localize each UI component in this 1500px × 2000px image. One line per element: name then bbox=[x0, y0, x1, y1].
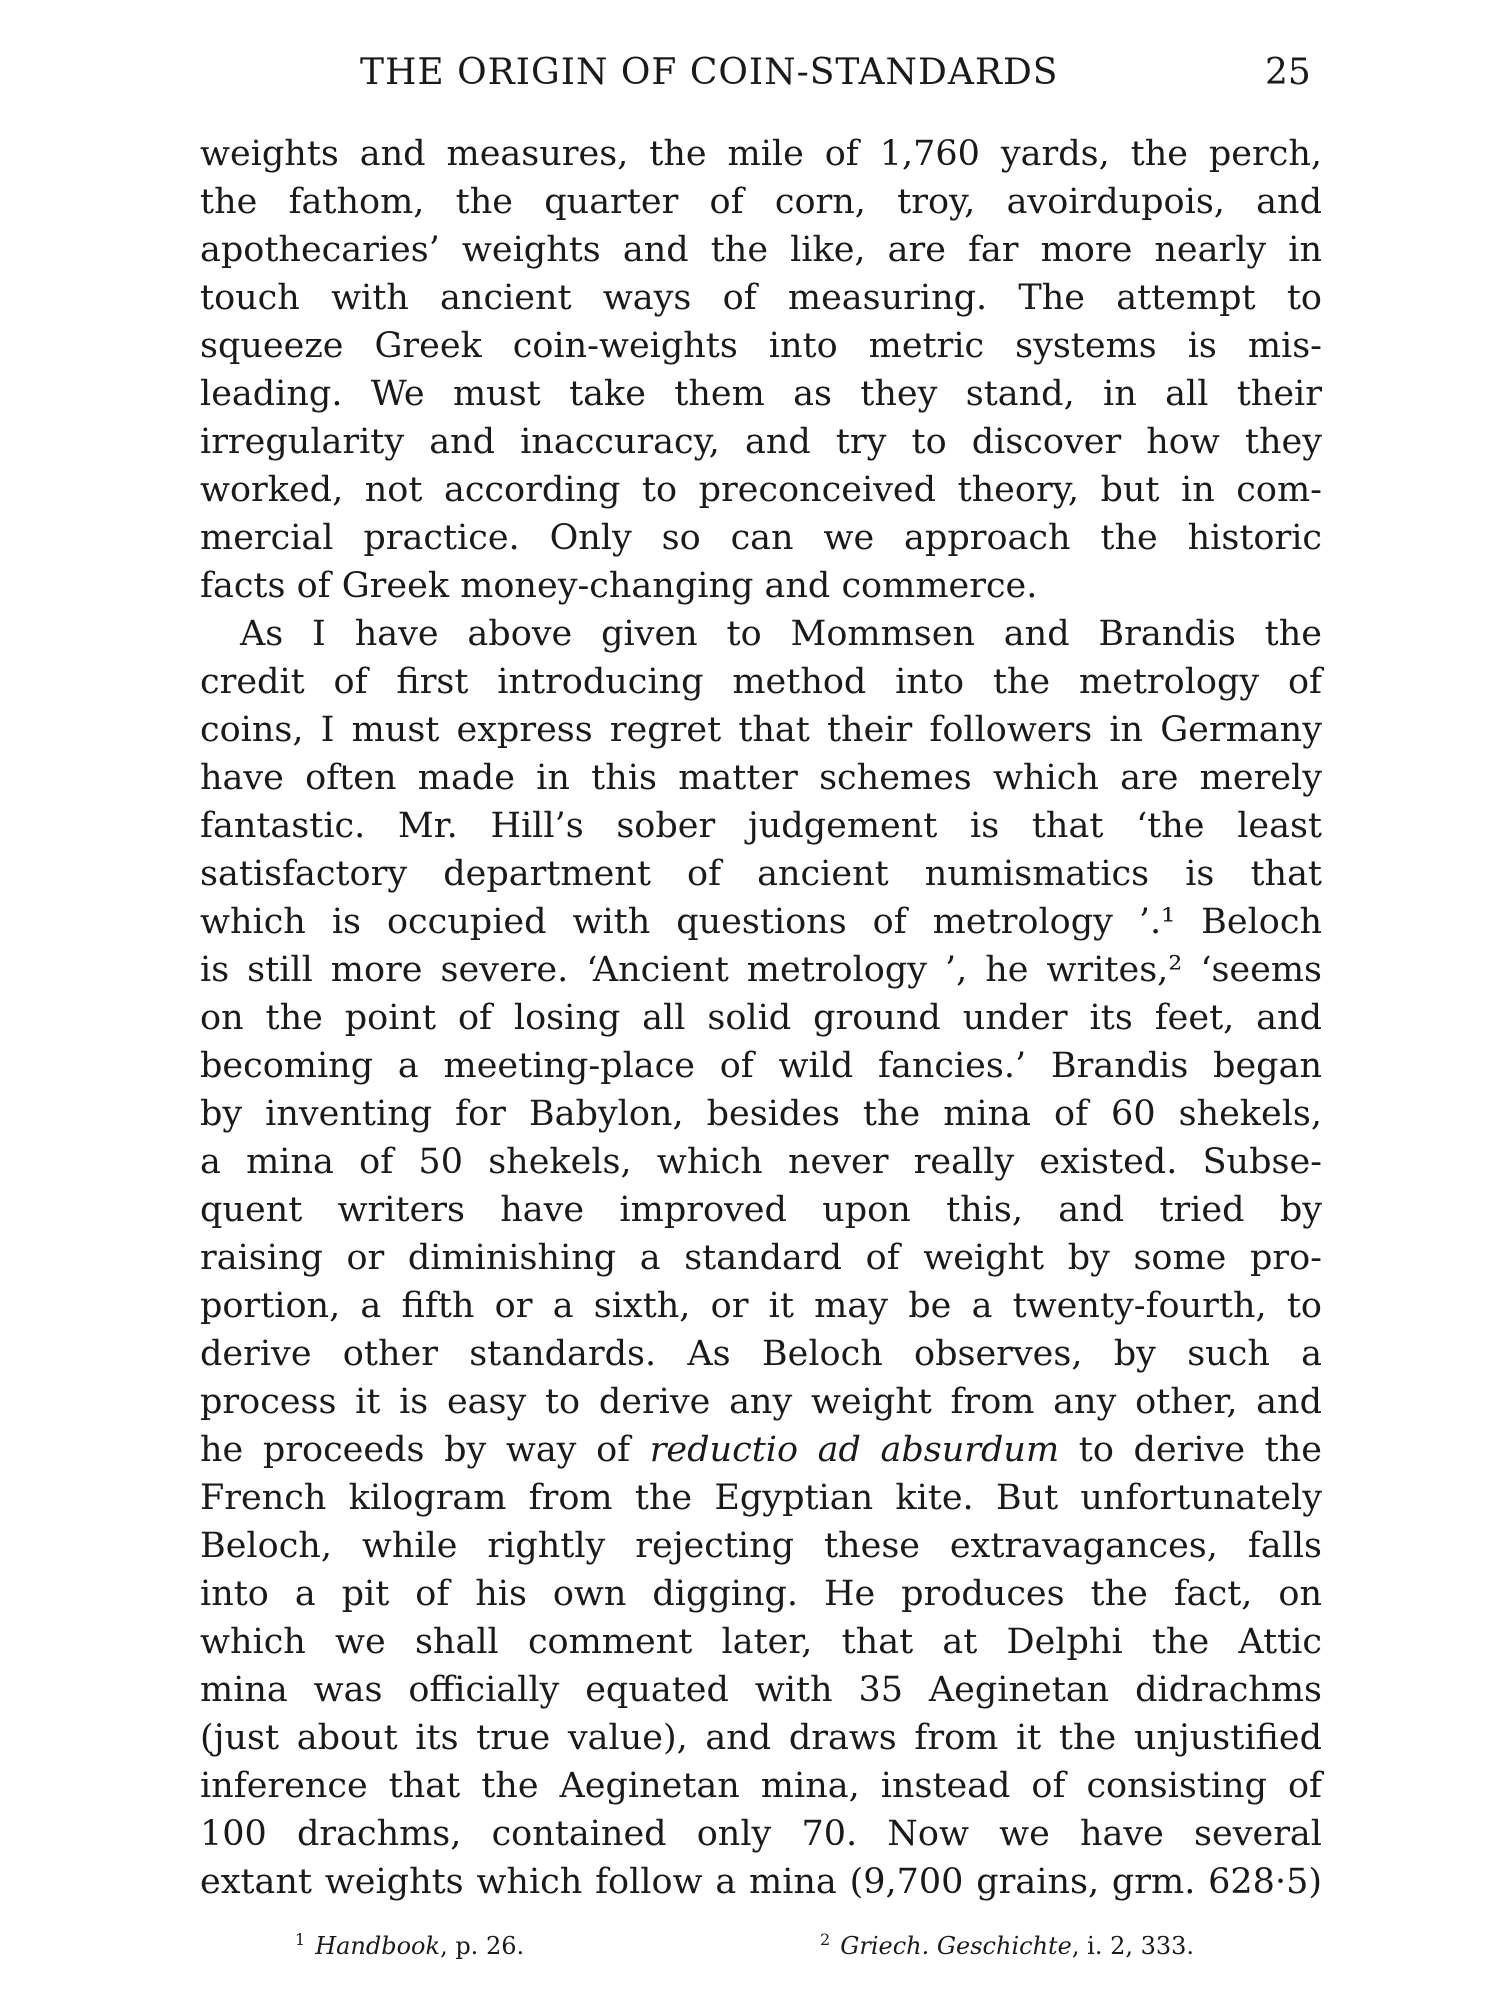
text-line: have often made in this matter schemes which are merely bbox=[200, 758, 1322, 798]
text-line: satisfactory department of ancient numismatics is that bbox=[200, 854, 1322, 894]
page-number: 25 bbox=[1265, 52, 1311, 93]
footnote-title: Griech. Geschichte bbox=[840, 1932, 1072, 1960]
text-line: (just about its true value), and draws from it the unjustified bbox=[200, 1718, 1322, 1758]
body-text bbox=[200, 130, 1322, 1906]
text-line: on the point of losing all solid ground under its feet, and bbox=[200, 998, 1322, 1038]
footnote-mark: 1 bbox=[295, 1930, 306, 1949]
text-line: a mina of 50 shekels, which never really existed. Subse- bbox=[200, 1142, 1322, 1182]
text-line: weights and measures, the mile of 1,760 yards, the perch, bbox=[200, 134, 1322, 174]
text-line: he proceeds by way of reductio ad absurdum to derive the bbox=[200, 1430, 1322, 1470]
text-line: mercial practice. Only so can we approach the historic bbox=[200, 518, 1322, 558]
text-line: credit of first introducing method into the metrology of bbox=[200, 662, 1322, 702]
text-line: worked, not according to preconceived theory, but in com- bbox=[200, 470, 1322, 510]
text-line: quent writers have improved upon this, and tried by bbox=[200, 1190, 1322, 1230]
text-line: derive other standards. As Beloch observes, by such a bbox=[200, 1334, 1322, 1374]
text-line: fantastic. Mr. Hill’s sober judgement is that ‘the least bbox=[200, 806, 1322, 846]
text-line: As I have above given to Mommsen and Brandis the bbox=[240, 614, 1322, 654]
text-line: portion, a fifth or a sixth, or it may be a twenty-fourth, to bbox=[200, 1286, 1322, 1326]
text-line: into a pit of his own digging. He produces the fact, on bbox=[200, 1574, 1322, 1614]
text-line: Beloch, while rightly rejecting these extravagances, falls bbox=[200, 1526, 1322, 1566]
running-head-title: THE ORIGIN OF COIN-STANDARDS bbox=[360, 52, 1059, 93]
footnote-text: , p. 26. bbox=[440, 1932, 525, 1960]
text-line: mina was officially equated with 35 Aeginetan didrachms bbox=[200, 1670, 1322, 1710]
text-line: by inventing for Babylon, besides the mina of 60 shekels, bbox=[200, 1094, 1322, 1134]
text-line: extant weights which follow a mina (9,700 grains, grm. 628·5) bbox=[200, 1862, 1322, 1902]
text-line: French kilogram from the Egyptian kite. But unfortunately bbox=[200, 1478, 1322, 1518]
footnote-2 bbox=[820, 1930, 1194, 1960]
text-line: which is occupied with questions of metrology ’.¹ Beloch bbox=[200, 902, 1322, 942]
italic-phrase: reductio ad absurdum bbox=[649, 1430, 1060, 1470]
text-line: 100 drachms, contained only 70. Now we have several bbox=[200, 1814, 1322, 1854]
footnote-text: , i. 2, 333. bbox=[1071, 1932, 1195, 1960]
text-line: facts of Greek money-changing and commerce. bbox=[200, 566, 1038, 606]
text-line: process it is easy to derive any weight from any other, and bbox=[200, 1382, 1322, 1422]
text-line: squeeze Greek coin-weights into metric systems is mis- bbox=[200, 326, 1322, 366]
text-line: coins, I must express regret that their followers in Germany bbox=[200, 710, 1322, 750]
text-line: apothecaries’ weights and the like, are far more nearly in bbox=[200, 230, 1322, 270]
text-line: the fathom, the quarter of corn, troy, avoirdupois, and bbox=[200, 182, 1322, 222]
footnote-mark: 2 bbox=[820, 1930, 831, 1949]
text-line: leading. We must take them as they stand, in all their bbox=[200, 374, 1322, 414]
text-line: raising or diminishing a standard of weight by some pro- bbox=[200, 1238, 1322, 1278]
text-line: inference that the Aeginetan mina, instead of consisting of bbox=[200, 1766, 1322, 1806]
text-line: which we shall comment later, that at Delphi the Attic bbox=[200, 1622, 1322, 1662]
text-line: is still more severe. ‘Ancient metrology ’, he writes,² ‘seems bbox=[200, 950, 1322, 990]
footnote-1 bbox=[295, 1930, 524, 1960]
footnote-title: Handbook bbox=[315, 1932, 441, 1960]
text-line: touch with ancient ways of measuring. The attempt to bbox=[200, 278, 1322, 318]
text-line: becoming a meeting-place of wild fancies.’ Brandis began bbox=[200, 1046, 1322, 1086]
text-line: irregularity and inaccuracy, and try to discover how they bbox=[200, 422, 1322, 462]
